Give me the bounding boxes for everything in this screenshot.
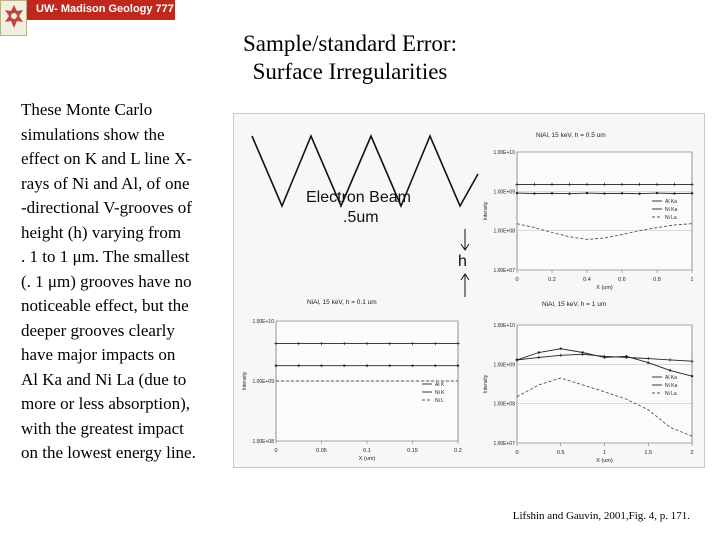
data-point [516, 192, 518, 194]
y-tick-label: 1.00E+09 [252, 379, 274, 385]
legend-label: Ni K [435, 390, 445, 396]
x-tick-label: 0.2 [548, 277, 556, 283]
data-point [434, 364, 436, 366]
y-tick-label: 1.00E+09 [493, 189, 515, 196]
x-tick-label: 0 [515, 450, 519, 456]
chart-panel-1 [242, 319, 462, 462]
x-tick-label: 0 [274, 448, 278, 454]
data-point [411, 364, 413, 366]
body-line: simulations show the [21, 124, 165, 144]
legend-label: Ni La [665, 391, 677, 397]
x-tick-label: 0.8 [653, 277, 661, 283]
data-point [320, 364, 322, 366]
panel-title-h05: NiAl, 15 keV, h = 0.5 um [536, 132, 606, 139]
y-tick-label: 1.00E+07 [493, 268, 515, 274]
y-tick-label: 1.00E+10 [252, 319, 274, 325]
course-header-label: UW- Madison Geology 777 [36, 3, 174, 15]
data-point [533, 192, 535, 194]
panel-title-h01: NiAl, 15 keV, h = 0.1 um [307, 299, 377, 306]
x-axis-label: X (um) [596, 285, 613, 291]
x-tick-label: 0.4 [583, 277, 591, 283]
data-point [647, 362, 649, 364]
body-line: with the greatest impact [21, 418, 184, 438]
legend-label: Ni La [665, 215, 677, 221]
data-point [586, 192, 588, 194]
data-point [603, 192, 605, 194]
y-tick-label: 1.00E+10 [493, 150, 515, 156]
data-point [275, 364, 277, 366]
x-tick-label: 1.5 [644, 450, 653, 456]
chart-panel-2 [483, 323, 694, 464]
body-line: on the lowest energy line. [21, 443, 196, 462]
legend-label: Ni Ka [665, 207, 678, 213]
x-tick-label: 0.1 [363, 448, 371, 454]
data-point [691, 192, 693, 194]
x-tick-label: 0.2 [454, 448, 462, 454]
electron-beam-label: Electron Beam [306, 189, 411, 206]
x-tick-label: 0.5 [556, 450, 565, 456]
groove-diagram [252, 136, 478, 297]
citation: Lifshin and Gauvin, 2001,Fig. 4, p. 171. [512, 510, 690, 522]
data-point [560, 347, 562, 349]
legend-label: Al Ka [665, 199, 677, 205]
data-point [343, 364, 345, 366]
body-line: have major impacts on [21, 345, 176, 364]
title-line-1: Sample/standard Error: [243, 31, 457, 56]
body-paragraph [21, 98, 233, 466]
legend-label: Ni Ka [665, 383, 678, 389]
data-point [669, 369, 671, 371]
body-line: height (h) varying from [21, 222, 182, 242]
body-line: effect on K and L line X- [21, 149, 192, 168]
crest-icon [1, 1, 28, 37]
groove-size-label: .5um [343, 209, 379, 226]
data-point [457, 364, 459, 366]
y-tick-label: 1.00E+07 [493, 441, 515, 447]
data-point [621, 192, 623, 194]
body-line: . 1 to 1 μm. The smallest [21, 247, 190, 266]
body-line: -directional V-grooves of [21, 198, 192, 217]
y-tick-label: 1.00E+08 [493, 228, 515, 235]
y-tick-label: 1.00E+09 [493, 362, 515, 369]
monte-carlo-figure [233, 113, 705, 468]
y-axis-label: Intensity [483, 201, 489, 221]
body-line: noticeable effect, but the [21, 296, 189, 315]
data-point [298, 364, 300, 366]
body-line: Al Ka and Ni La (due to [21, 369, 187, 389]
body-line: (. 1 μm) grooves have no [21, 271, 192, 291]
body-line: more or less absorption), [21, 394, 191, 413]
data-point [691, 375, 693, 377]
x-tick-label: 0.6 [618, 277, 626, 283]
data-point [366, 364, 368, 366]
x-axis-label: X (um) [596, 458, 613, 464]
body-line: deeper grooves clearly [21, 320, 175, 340]
legend-label: Al Ka [665, 375, 677, 381]
data-point [389, 364, 391, 366]
y-tick-label: 1.00E+10 [493, 323, 515, 329]
legend-label: Al K [435, 382, 445, 388]
x-tick-label: 2 [690, 450, 694, 456]
data-point [568, 193, 570, 195]
figure-canvas [234, 114, 706, 469]
y-tick-label: 1.00E+08 [252, 439, 274, 445]
crest-logo [0, 0, 27, 36]
body-line: These Monte Carlo [21, 100, 153, 119]
data-point [656, 192, 658, 194]
data-point [538, 351, 540, 353]
y-axis-label: Intensity [242, 371, 248, 391]
data-point [673, 192, 675, 194]
slide-title [200, 30, 500, 86]
x-tick-label: 0 [515, 277, 519, 283]
x-tick-label: 0.15 [407, 448, 418, 454]
x-tick-label: 1 [690, 277, 694, 283]
x-tick-label: 0.05 [316, 448, 327, 454]
panel-title-h1: NiAl, 15 keV, h = 1 um [542, 301, 607, 308]
y-axis-label: Intensity [483, 374, 489, 394]
data-point [638, 193, 640, 195]
x-tick-label: 1 [602, 450, 607, 456]
chart-panel-0 [483, 150, 694, 291]
data-point [551, 192, 553, 194]
legend-label: Ni L [435, 398, 444, 404]
title-line-2: Surface Irregularities [252, 59, 448, 84]
body-line: rays of Ni and Al, of one [21, 173, 190, 193]
height-h-label: h [458, 253, 467, 270]
y-tick-label: 1.00E+08 [493, 401, 515, 408]
x-axis-label: X (um) [358, 456, 376, 462]
